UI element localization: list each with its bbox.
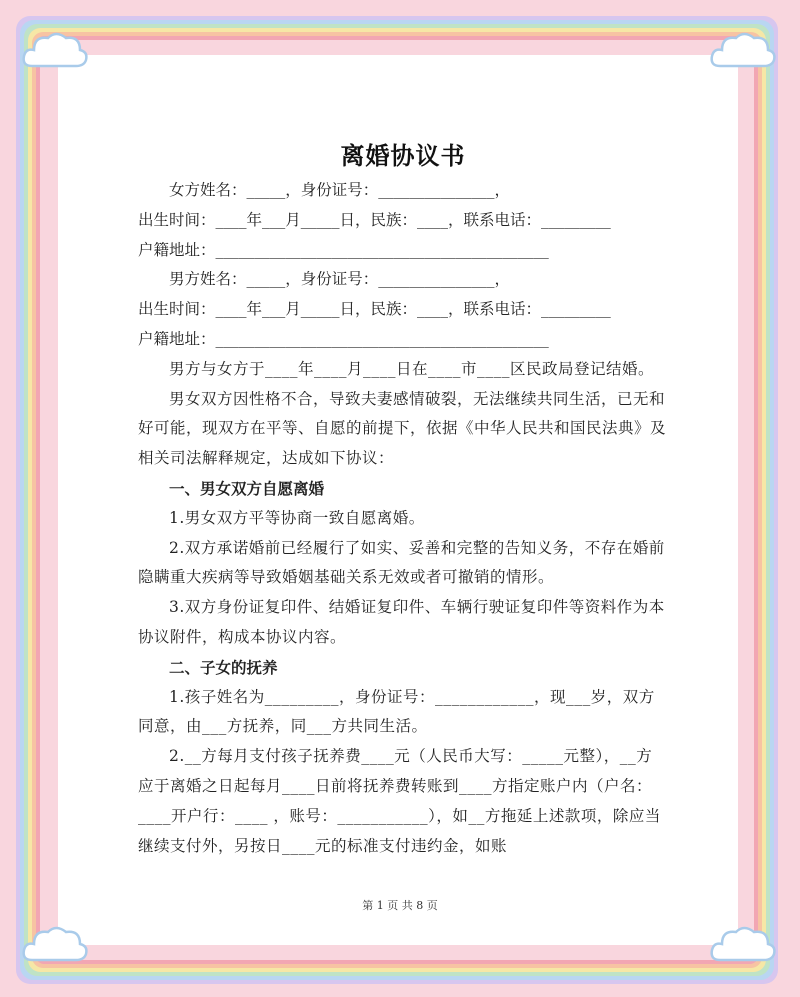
cloud-decoration-bottom-right	[708, 922, 778, 968]
section1-item3: 3.双方身份证复印件、结婚证复印件、车辆行驶证复印件等资料作为本协议附件，构成本协议内容。	[138, 598, 665, 646]
section2-item2: 2.__方每月支付孩子抚养费____元（人民币大写：_____元整），__方应于离婚之日起每月____日前将抚养费转账到____方指定账户内（户名：____开户行：____ ，账号：___________），如__方拖延上述款项，除应当继续支付外，另按日____元的标准支付违约金，如账	[138, 747, 661, 855]
male-birth-line: 出生时间：____年___月_____日，民族：____，联系电话：_________	[138, 300, 611, 319]
section2-heading: 二、子女的抚养	[169, 657, 278, 677]
section2-item1: 1.孩子姓名为_________，身份证号：____________，现___岁，双方同意，由___方抚养，同___方共同生活。	[138, 687, 655, 736]
document-body	[138, 140, 668, 861]
marriage-registration-paragraph: 男方与女方于____年____月____日在____市____区民政局登记结婚。	[169, 359, 655, 378]
female-birth-line: 出生时间：____年___月_____日，民族：____，联系电话：_________	[138, 210, 611, 229]
document-title: 离婚协议书	[340, 141, 466, 170]
female-name-line: 女方姓名：_____，身份证号：_______________，	[169, 181, 511, 199]
male-name-line: 男方姓名：_____，身份证号：_______________，	[169, 270, 511, 289]
page-indicator: 第 1 页 共 8 页	[362, 899, 438, 912]
section1-item2: 2.双方承诺婚前已经履行了如实、妥善和完整的告知义务，不存在婚前隐瞒重大疾病等导致婚姻基础关系无效或者可撤销的情形。	[138, 538, 665, 587]
cloud-decoration-top-left	[20, 28, 90, 74]
cloud-decoration-bottom-left	[20, 922, 90, 968]
section1-item1: 1.男女双方平等协商一致自愿离婚。	[169, 508, 425, 527]
male-address-line: 户籍地址：___________________________________________	[138, 329, 549, 348]
section1-heading: 一、男女双方自愿离婚	[169, 478, 325, 498]
cloud-decoration-top-right	[708, 28, 778, 74]
female-address-line: 户籍地址：___________________________________________	[138, 240, 549, 259]
preamble-paragraph: 男女双方因性格不合，导致夫妻感情破裂，无法继续共同生活，已无和好可能，现双方在平等、自愿的前提下，依据《中华人民共和国民法典》及相关司法解释规定，达成如下协议：	[138, 389, 667, 468]
